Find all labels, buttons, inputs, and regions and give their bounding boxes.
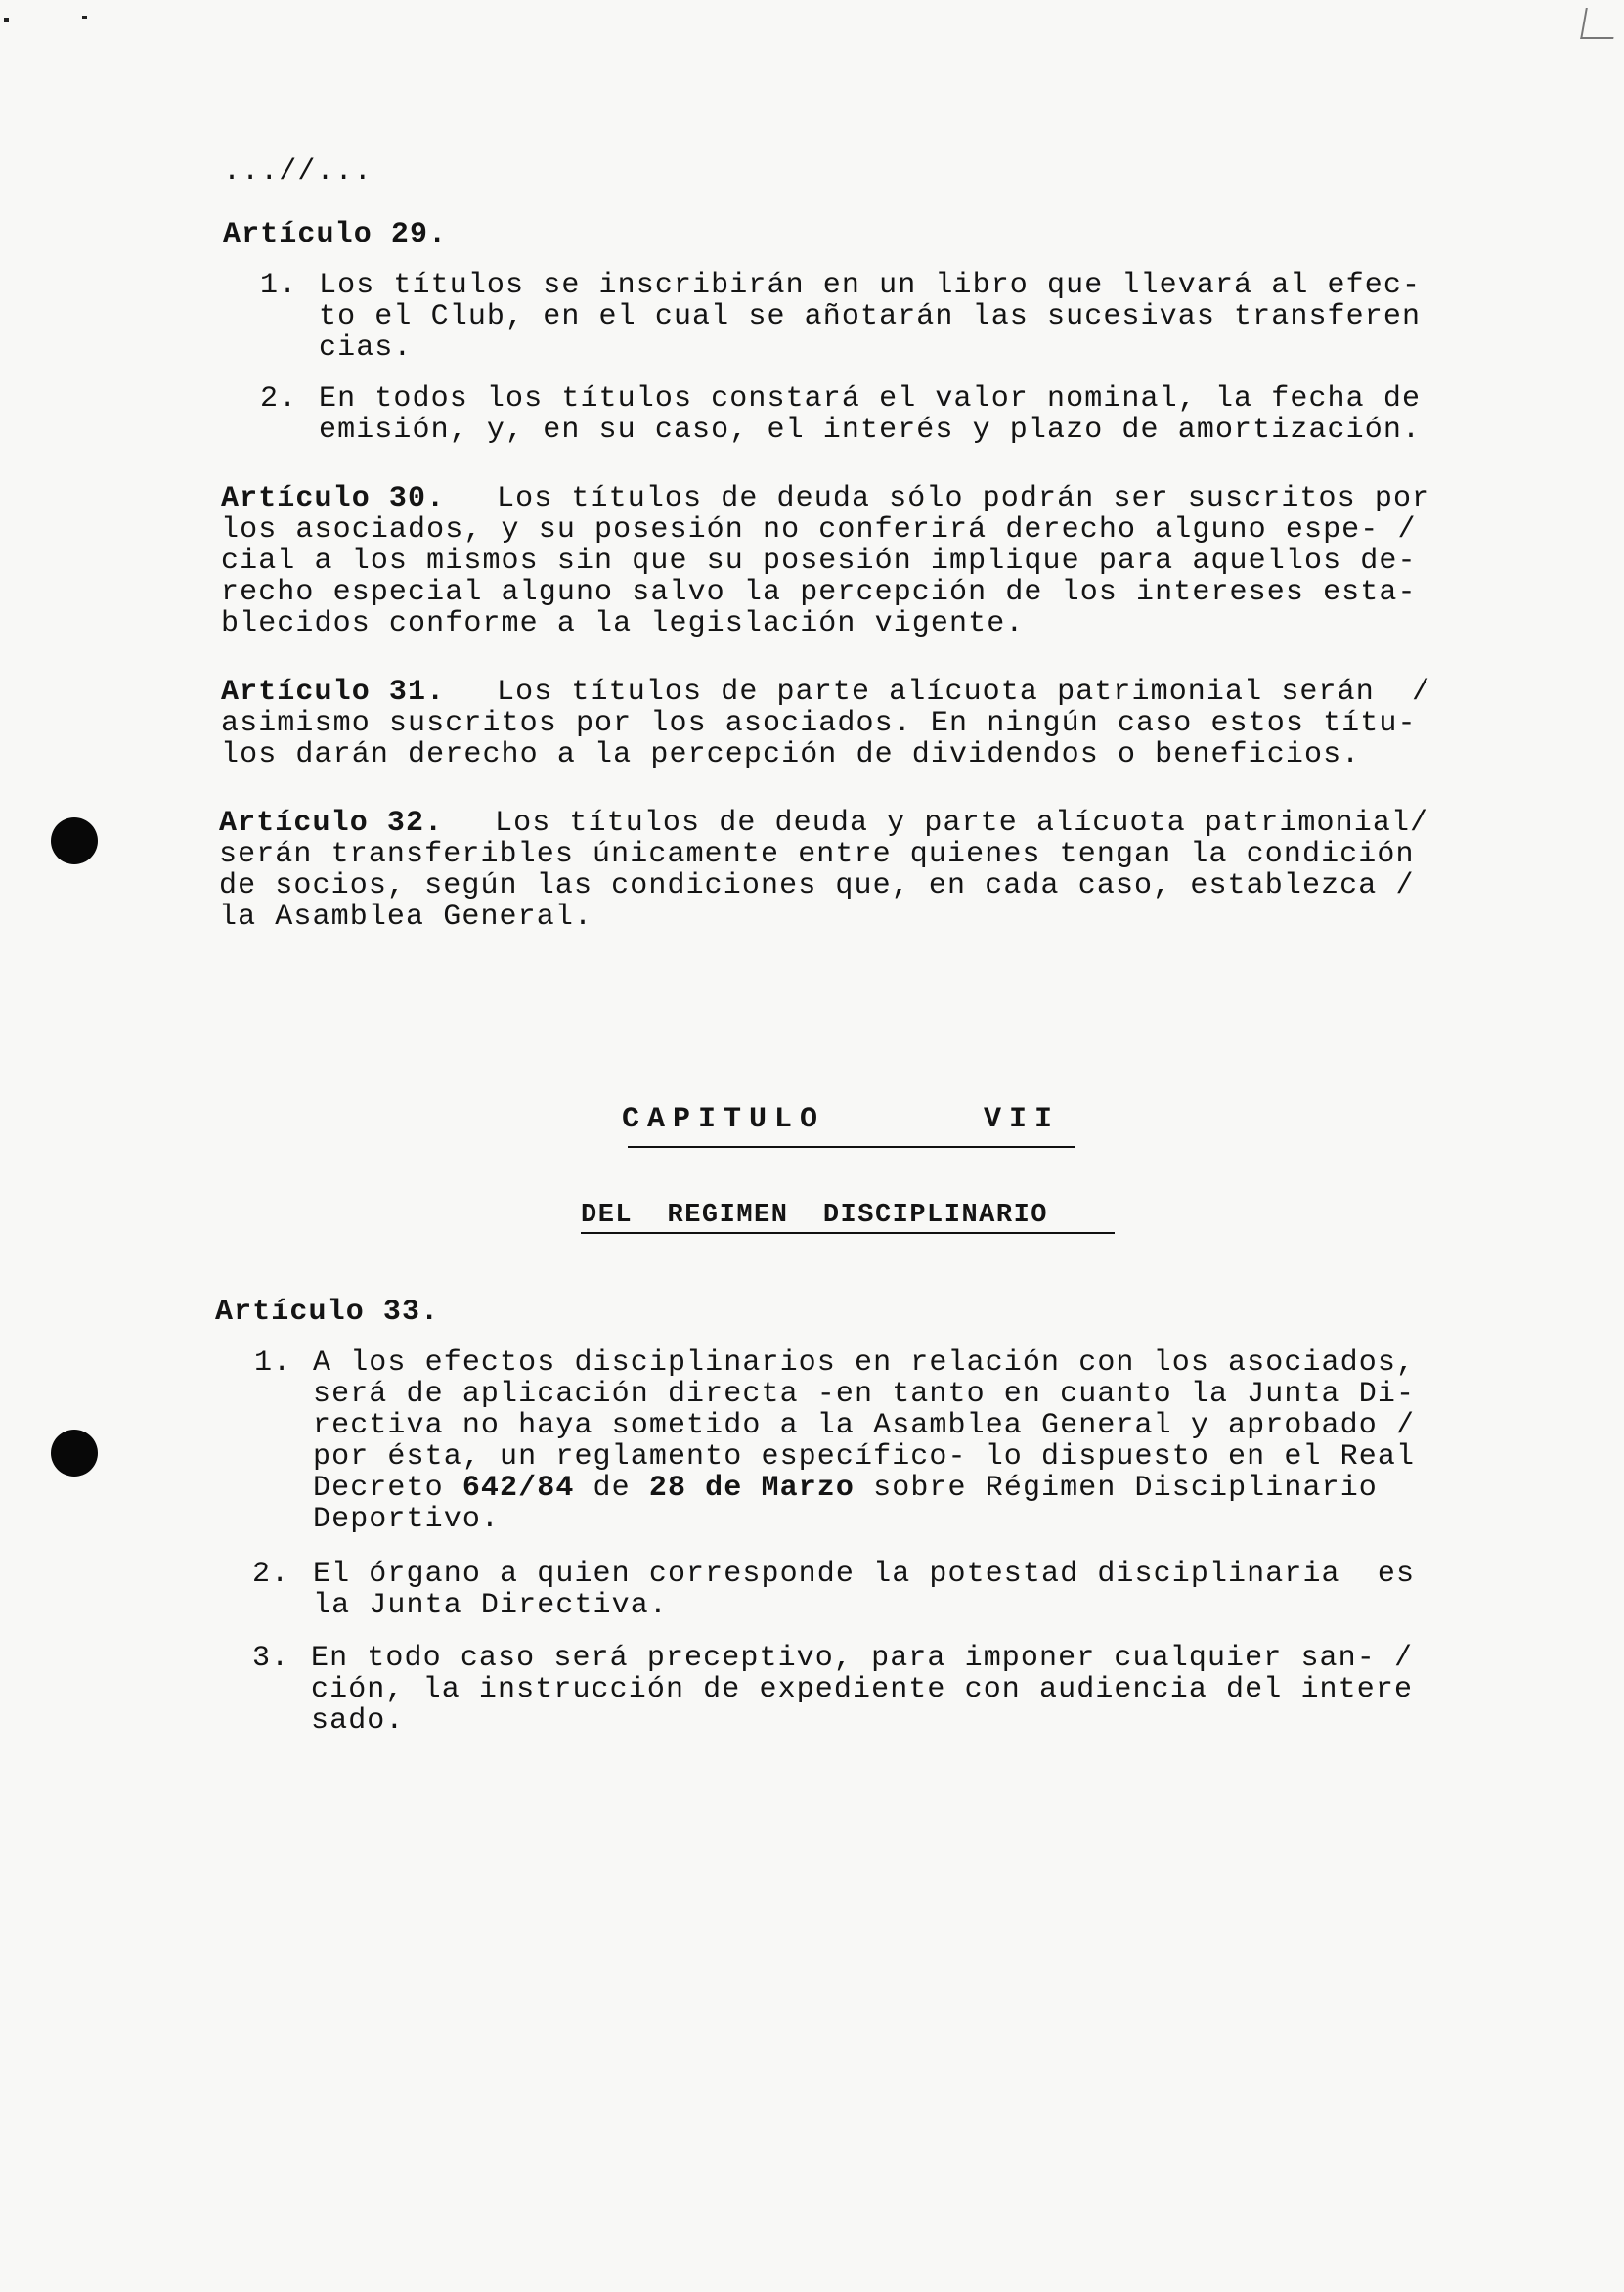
article-29-item-1-line: to el Club, en el cual se añotarán las sucesivas transferen bbox=[319, 300, 1422, 333]
article-33-item-1-number: 1. bbox=[254, 1346, 292, 1380]
continuation-mark: ...//... bbox=[223, 155, 373, 189]
speck bbox=[82, 16, 87, 19]
article-33-item-1-line: será de aplicación directa -en tanto en cuanto la Junta Di- bbox=[313, 1378, 1416, 1411]
article-30-heading: Artículo 30. bbox=[221, 482, 446, 515]
decree-date: 28 de Marzo bbox=[648, 1472, 856, 1505]
article-33-item-3-line: ción, la instrucción de expediente con audiencia del intere bbox=[311, 1673, 1414, 1706]
decree-connector: de bbox=[574, 1472, 649, 1505]
article-30-line: los asociados, y su posesión no conferirá derecho alguno espe- / bbox=[221, 513, 1417, 547]
article-33-item-2-line: El órgano a quien corresponde la potestad disciplinaria es bbox=[313, 1558, 1416, 1591]
punch-hole-lower bbox=[51, 1430, 98, 1477]
article-33-item-3-number: 3. bbox=[252, 1642, 290, 1675]
decree-prefix: Decreto bbox=[313, 1472, 462, 1505]
article-33-item-1-line: Deportivo. bbox=[313, 1503, 501, 1536]
article-29-item-1-line: cias. bbox=[319, 331, 413, 365]
article-31-line: Los títulos de parte alícuota patrimonial serán / bbox=[497, 676, 1431, 709]
article-32-line: Los títulos de deuda y parte alícuota patrimonial/ bbox=[495, 807, 1429, 840]
chapter-title-underline bbox=[581, 1232, 1115, 1234]
decree-suffix: sobre Régimen Disciplinario bbox=[855, 1472, 1378, 1505]
page-corner-mark bbox=[1580, 8, 1619, 39]
article-29-item-2-line: En todos los títulos constará el valor nominal, la fecha de bbox=[319, 382, 1422, 416]
speck bbox=[4, 18, 9, 22]
article-33-item-2-line: la Junta Directiva. bbox=[313, 1589, 668, 1622]
article-31-line: los darán derecho a la percepción de dividendos o beneficios. bbox=[221, 738, 1361, 771]
article-32-heading: Artículo 32. bbox=[219, 807, 444, 840]
chapter-number: VII bbox=[984, 1103, 1061, 1136]
article-32-line: de socios, según las condiciones que, en cada caso, establezca / bbox=[219, 869, 1415, 903]
article-33-item-1-line-decree bbox=[313, 1473, 1378, 1504]
article-31-heading: Artículo 31. bbox=[221, 676, 446, 709]
article-33-item-2-number: 2. bbox=[252, 1558, 290, 1591]
article-32-line: la Asamblea General. bbox=[219, 901, 593, 934]
article-30-line: blecidos conforme a la legislación vigente. bbox=[221, 607, 1025, 640]
article-33-item-1-line: A los efectos disciplinarios en relación con los asociados, bbox=[313, 1346, 1416, 1380]
decree-number: 642/84 bbox=[461, 1472, 575, 1505]
article-33-item-3-line: En todo caso será preceptivo, para imponer cualquier san- / bbox=[311, 1642, 1414, 1675]
article-31-line: asimismo suscritos por los asociados. En ningún caso estos títu- bbox=[221, 707, 1417, 740]
article-29-item-2-number: 2. bbox=[260, 382, 298, 416]
article-29-item-2-line: emisión, y, en su caso, el interés y plazo de amortización. bbox=[319, 414, 1422, 447]
article-30-line: recho especial alguno salvo la percepción de los intereses esta- bbox=[221, 576, 1417, 609]
article-32-line: serán transferibles únicamente entre quienes tengan la condición bbox=[219, 838, 1415, 871]
article-29-item-1-number: 1. bbox=[260, 269, 298, 302]
chapter-underline bbox=[628, 1146, 1075, 1148]
article-33-heading: Artículo 33. bbox=[215, 1296, 440, 1329]
article-30-line: cial a los mismos sin que su posesión implique para aquellos de- bbox=[221, 545, 1417, 578]
article-33-item-3-line: sado. bbox=[311, 1704, 405, 1738]
article-29-heading: Artículo 29. bbox=[223, 218, 448, 251]
article-33-item-1-line: por ésta, un reglamento específico- lo dispuesto en el Real bbox=[313, 1440, 1416, 1474]
chapter-title: DEL REGIMEN DISCIPLINARIO bbox=[581, 1201, 1048, 1230]
punch-hole-upper bbox=[51, 817, 98, 864]
chapter-label: CAPITULO bbox=[622, 1103, 826, 1136]
article-29-item-1-line: Los títulos se inscribirán en un libro que llevará al efec- bbox=[319, 269, 1422, 302]
article-33-item-1-line: rectiva no haya sometido a la Asamblea General y aprobado / bbox=[313, 1409, 1416, 1442]
article-30-line: Los títulos de deuda sólo podrán ser suscritos por bbox=[497, 482, 1431, 515]
